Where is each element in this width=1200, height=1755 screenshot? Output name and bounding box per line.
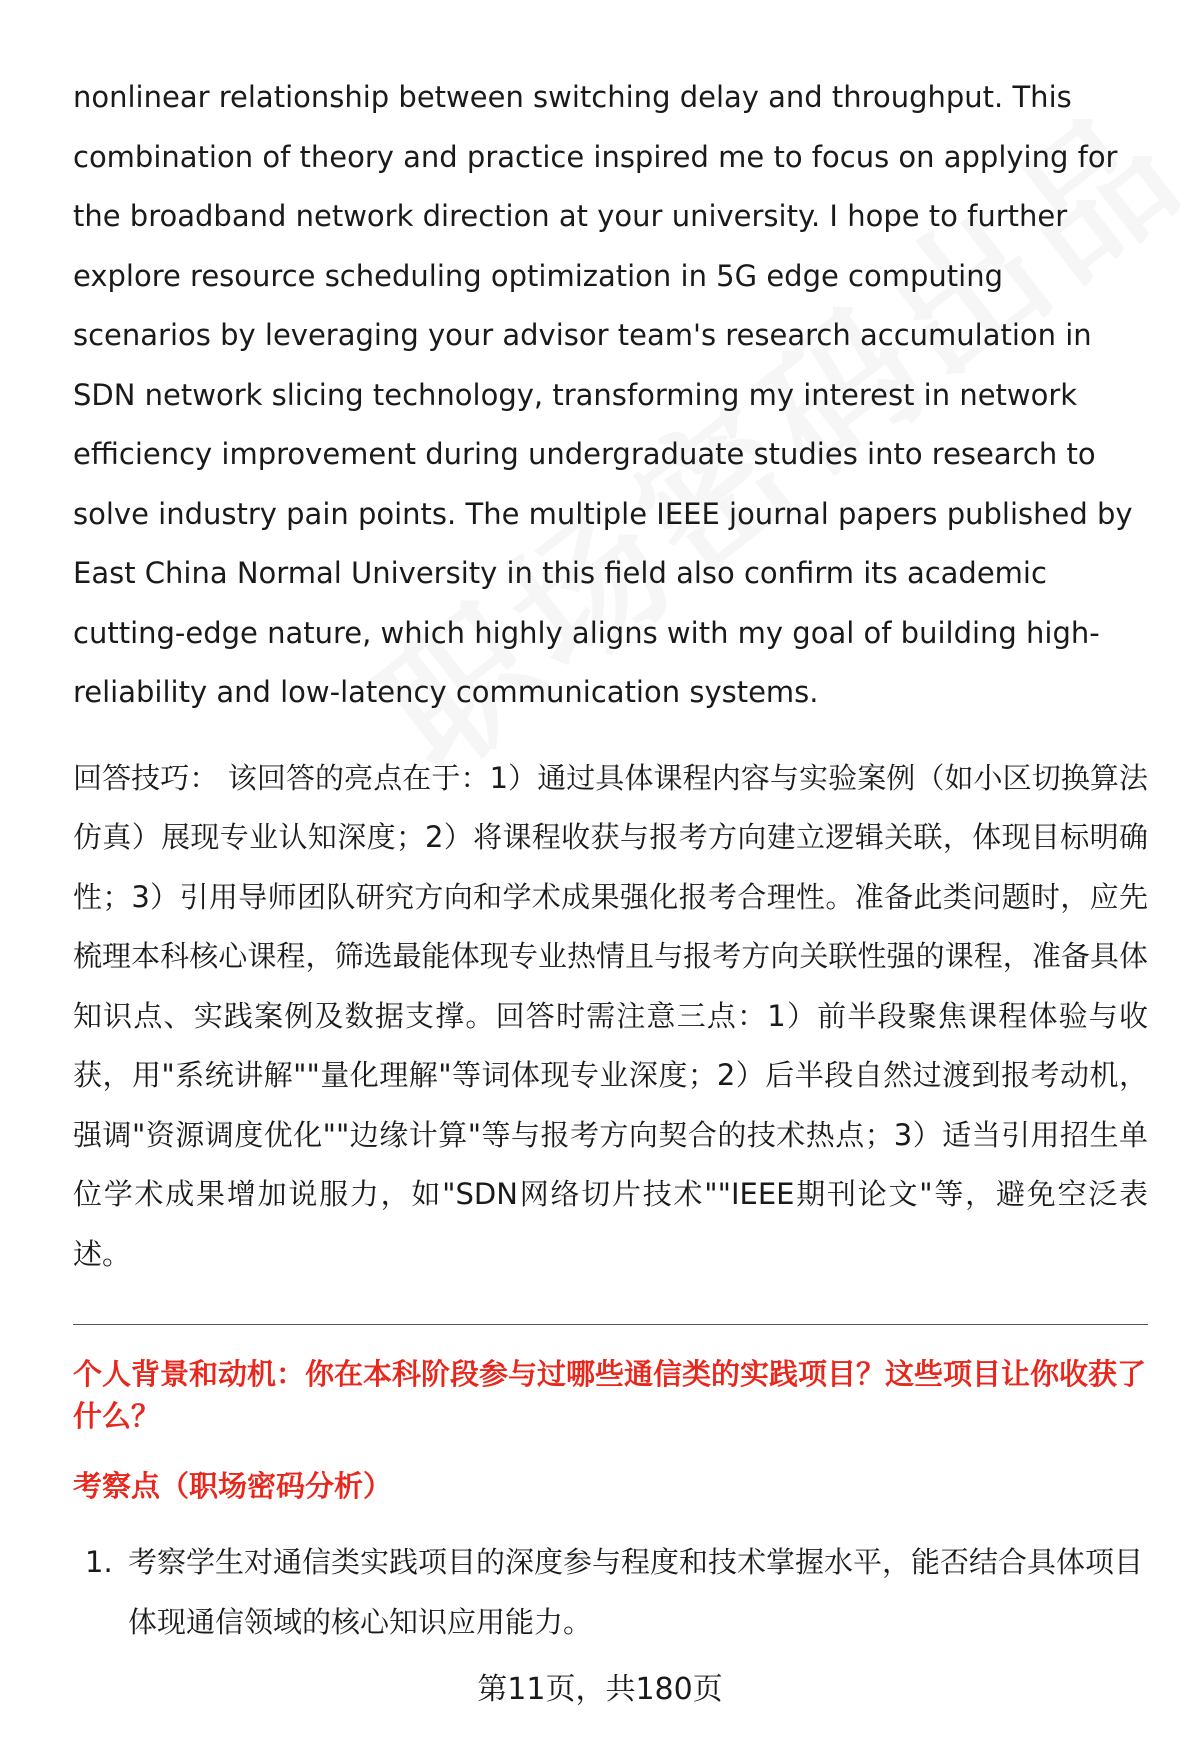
list-item-text: 考察学生对通信类实践项目的深度参与程度和技术掌握水平，能否结合具体项目体现通信领域的核心知识应用能力。 <box>128 1545 1144 1639</box>
answer-tips-paragraph: 回答技巧： 该回答的亮点在于：1）通过具体课程内容与实验案例（如小区切换算法仿真）展现专业认知深度；2）将课程收获与报考方向建立逻辑关联，体现目标明确性；3）引用导师团队研究方向和学术成果强化报考合理性。准备此类问题时，应先梳理本科核心课程，筛选最能体现专业热情且与报考方向关联性强的课程，准备具体知识点、实践案例及数据支撑。回答时需注意三点：1）前半段聚焦课程体验与收获，用"系统讲解""量化理解"等词体现专业深度；2）后半段自然过渡到报考动机，强调"资源调度优化""边缘计算"等与报考方向契合的技术热点；3）适当引用招生单位学术成果增加说服力，如"SDN网络切片技术""IEEE期刊论文"等，避免空泛表述。 <box>73 760 1148 1271</box>
question-heading: 个人背景和动机：你在本科阶段参与过哪些通信类的实践项目？这些项目让你收获了什么？ <box>73 1357 1147 1433</box>
section-divider <box>73 1324 1148 1325</box>
list-item-number: 1. <box>85 1545 113 1579</box>
assessment-points-heading: 考察点（职场密码分析） <box>73 1469 393 1503</box>
answer-paragraph-en: nonlinear relationship between switching delay and throughput. This combination of theory and practice inspired me to focus on applying for the broadband network direction at your university. I hope to further explore resource scheduling optimization in 5G edge computing scenarios by leveraging your advisor team's research accumulation in SDN network slicing technology, transforming my interest in network efficiency improvement during undergraduate studies into research to solve industry pain points. The multiple IEEE journal papers published by East China Normal University in this field also confirm its academic cutting-edge nature, which highly aligns with my goal of building high-reliability and low-latency communication systems. <box>73 80 1133 709</box>
page-number-footer: 第11页，共180页 <box>477 1672 723 1707</box>
page-content <box>73 68 1148 1652</box>
list-item <box>73 1533 1148 1652</box>
assessment-points-list <box>73 1533 1148 1652</box>
